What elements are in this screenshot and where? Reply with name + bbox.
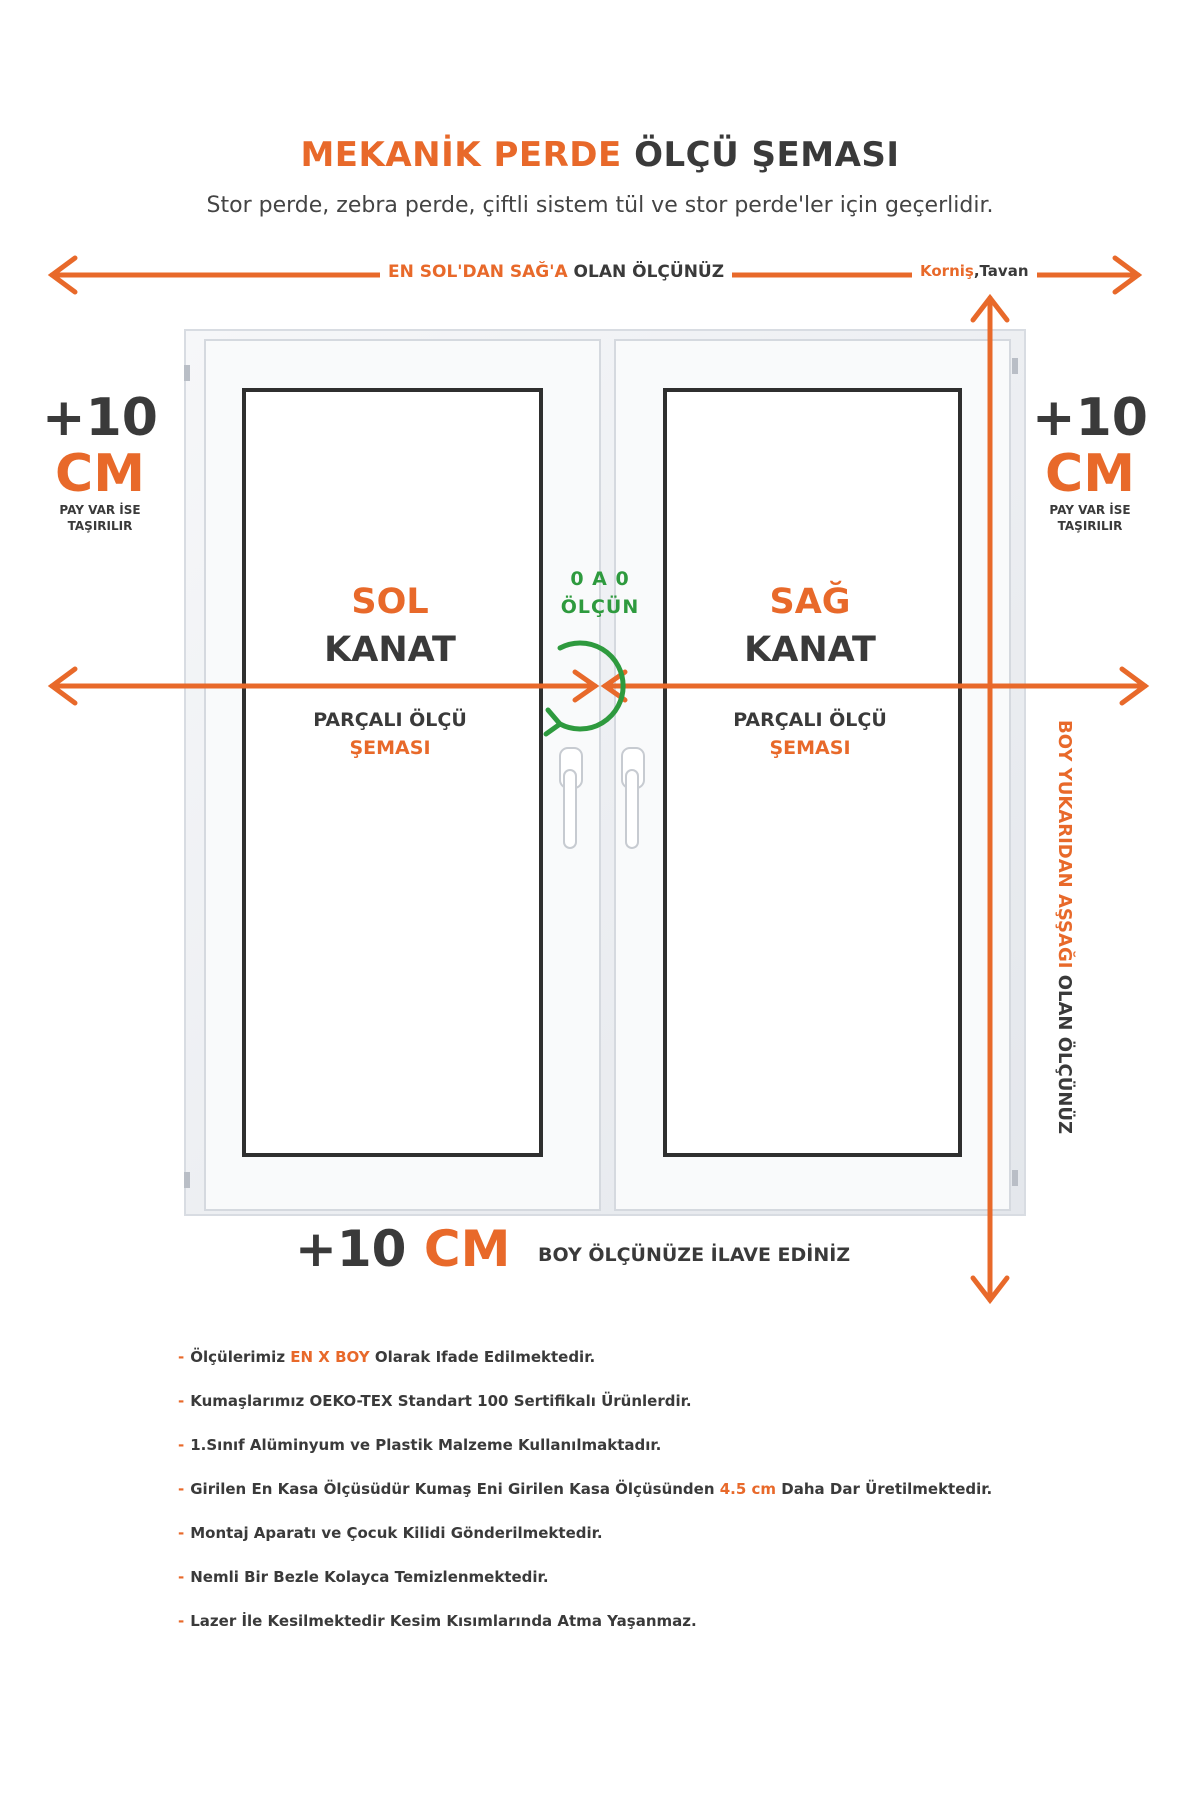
hinge <box>1012 358 1018 374</box>
right-allowance-note: PAY VAR İSE <box>1049 503 1131 517</box>
left-glass <box>244 390 541 1155</box>
note-item <box>178 1389 1118 1433</box>
note-text: Girilen En Kasa Ölçüsüdür Kumaş Eni Girilen Kasa Ölçüsünden <box>190 1480 720 1498</box>
note-text: Kumaşlarımız OEKO-TEX Standart 100 Sertifikalı Ürünlerdir. <box>190 1392 692 1410</box>
left-pane-label: SOL KANAT <box>324 582 456 670</box>
right-allowance <box>1030 390 1150 534</box>
right-pane-label: SAĞ KANAT <box>744 582 876 670</box>
note-text: Daha Dar Üretilmektedir. <box>776 1480 993 1498</box>
note-text: Montaj Aparatı ve Çocuk Kilidi Gönderilmektedir. <box>190 1524 603 1542</box>
left-allowance-note: PAY VAR İSE <box>59 503 141 517</box>
page-subtitle: Stor perde, zebra perde, çiftli sistem tül ve stor perde'ler için geçerlidir. <box>206 193 994 218</box>
title-part-dark: ÖLÇÜ ŞEMASI <box>634 135 900 175</box>
note-item <box>178 1521 1118 1565</box>
bullet-dash: - <box>178 1568 185 1586</box>
left-allowance <box>40 390 160 534</box>
bullet-dash: - <box>178 1348 185 1366</box>
left-allowance-plus: +10 <box>42 388 158 448</box>
note-item <box>178 1609 1118 1653</box>
note-item <box>178 1433 1118 1477</box>
bullet-dash: - <box>178 1480 185 1498</box>
right-allowance-note: TAŞIRILIR <box>1057 519 1123 533</box>
right-allowance-unit: CM <box>1045 444 1135 504</box>
title-part-orange: MEKANİK PERDE <box>300 135 622 175</box>
left-allowance-unit: CM <box>55 444 145 504</box>
bullet-dash: - <box>178 1392 185 1410</box>
hinge <box>184 365 190 381</box>
note-highlight: EN X BOY <box>290 1348 370 1366</box>
right-pane-sublabel: PARÇALI ÖLÇÜ ŞEMASI <box>733 709 887 759</box>
hinge <box>184 1172 190 1188</box>
note-text: Lazer İle Kesilmektedir Kesim Kısımlarında Atma Yaşanmaz. <box>190 1612 697 1630</box>
bullet-dash: - <box>178 1612 185 1630</box>
note-text: 1.Sınıf Alüminyum ve Plastik Malzeme Kullanılmaktadır. <box>190 1436 662 1454</box>
bottom-allowance-note: BOY ÖLÇÜNÜZE İLAVE EDİNİZ <box>538 1244 851 1266</box>
bottom-allowance: +10 CM <box>295 1220 511 1278</box>
right-allowance-plus: +10 <box>1032 388 1148 448</box>
note-item <box>178 1565 1118 1609</box>
bullet-dash: - <box>178 1436 185 1454</box>
note-text: Olarak Ifade Edilmektedir. <box>369 1348 596 1366</box>
note-item <box>178 1477 1118 1521</box>
right-glass <box>665 390 960 1155</box>
left-allowance-note: TAŞIRILIR <box>67 519 133 533</box>
notes-list <box>178 1345 1118 1653</box>
note-text: Ölçülerimiz <box>190 1348 291 1366</box>
width-arrow-label: EN SOL'DAN SAĞ'A OLAN ÖLÇÜNÜZ <box>380 262 732 282</box>
note-item <box>178 1345 1118 1389</box>
center-label: 0 A 0 ÖLÇÜN <box>560 568 640 618</box>
cornice-label: Korniş,Tavan <box>912 262 1037 280</box>
note-text: Nemli Bir Bezle Kolayca Temizlenmektedir. <box>190 1568 549 1586</box>
left-pane-sublabel: PARÇALI ÖLÇÜ ŞEMASI <box>313 709 467 759</box>
note-highlight: 4.5 cm <box>719 1480 777 1498</box>
height-arrow-label: BOY YUKARIDAN AŞŞAĞI OLAN ÖLÇÜNÜZ <box>1054 720 1075 1135</box>
bullet-dash: - <box>178 1524 185 1542</box>
hinge <box>1012 1170 1018 1186</box>
